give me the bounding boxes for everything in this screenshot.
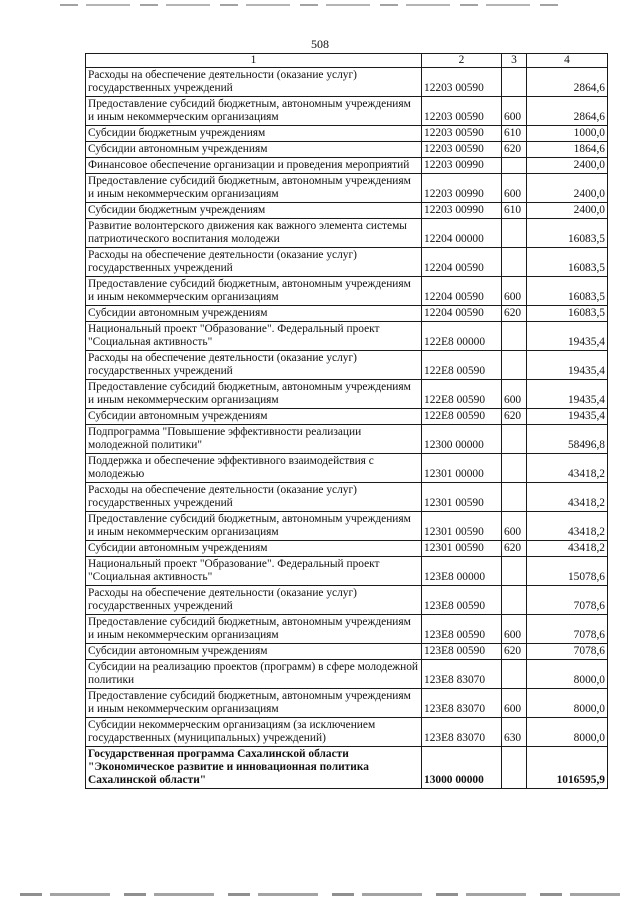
row-description: Субсидии автономным учреждениям [86, 306, 422, 322]
row-expense-type [502, 747, 527, 789]
row-expense-type [502, 248, 527, 277]
row-expense-type: 600 [502, 97, 527, 126]
row-amount: 2864,6 [527, 97, 608, 126]
table-row-total [86, 747, 608, 789]
row-expense-type [502, 425, 527, 454]
row-target-code: 12203 00590 [422, 142, 502, 158]
row-description: Предоставление субсидий бюджетным, автономным учреждениям и иным некоммерческим организациям [86, 380, 422, 409]
row-expense-type: 620 [502, 409, 527, 425]
row-expense-type: 620 [502, 541, 527, 557]
row-expense-type: 600 [502, 615, 527, 644]
row-expense-type: 630 [502, 718, 527, 747]
row-amount: 16083,5 [527, 306, 608, 322]
table-row [86, 660, 608, 689]
table-row [86, 454, 608, 483]
table-row [86, 219, 608, 248]
row-target-code: 12204 00590 [422, 277, 502, 306]
table-row [86, 425, 608, 454]
row-target-code: 12301 00000 [422, 454, 502, 483]
row-target-code: 12204 00000 [422, 219, 502, 248]
row-description: Предоставление субсидий бюджетным, автономным учреждениям и иным некоммерческим организациям [86, 97, 422, 126]
row-amount: 58496,8 [527, 425, 608, 454]
table-row [86, 248, 608, 277]
budget-table [85, 53, 608, 789]
row-amount: 7078,6 [527, 644, 608, 660]
row-expense-type: 600 [502, 380, 527, 409]
table-row [86, 718, 608, 747]
row-expense-type: 610 [502, 126, 527, 142]
table-row [86, 615, 608, 644]
row-expense-type [502, 586, 527, 615]
table-row [86, 203, 608, 219]
scan-artifact-top [60, 4, 560, 6]
row-target-code: 122E8 00590 [422, 380, 502, 409]
row-expense-type [502, 557, 527, 586]
row-target-code: 123E8 00590 [422, 615, 502, 644]
row-description: Расходы на обеспечение деятельности (оказание услуг) государственных учреждений [86, 68, 422, 97]
scan-artifact-bottom [20, 893, 620, 896]
row-target-code: 123E8 00590 [422, 586, 502, 615]
row-amount: 16083,5 [527, 219, 608, 248]
table-row [86, 409, 608, 425]
row-expense-type [502, 219, 527, 248]
row-amount: 1000,0 [527, 126, 608, 142]
table-row [86, 158, 608, 174]
row-description: Предоставление субсидий бюджетным, автономным учреждениям и иным некоммерческим организациям [86, 512, 422, 541]
table-row [86, 380, 608, 409]
row-target-code: 123E8 00590 [422, 644, 502, 660]
row-amount: 2400,0 [527, 203, 608, 219]
row-expense-type: 600 [502, 512, 527, 541]
row-expense-type [502, 660, 527, 689]
row-target-code: 12204 00590 [422, 306, 502, 322]
row-description: Субсидии автономным учреждениям [86, 409, 422, 425]
table-row [86, 351, 608, 380]
row-expense-type: 620 [502, 644, 527, 660]
row-target-code: 122E8 00000 [422, 322, 502, 351]
row-description: Поддержка и обеспечение эффективного взаимодействия с молодежью [86, 454, 422, 483]
row-amount: 43418,2 [527, 541, 608, 557]
row-expense-type [502, 483, 527, 512]
header-col-3: 3 [502, 54, 527, 68]
row-expense-type: 620 [502, 306, 527, 322]
row-amount: 19435,4 [527, 380, 608, 409]
table-row [86, 541, 608, 557]
row-description: Расходы на обеспечение деятельности (оказание услуг) государственных учреждений [86, 351, 422, 380]
row-expense-type [502, 351, 527, 380]
row-description: Субсидии автономным учреждениям [86, 541, 422, 557]
row-expense-type: 620 [502, 142, 527, 158]
row-target-code: 122E8 00590 [422, 409, 502, 425]
row-amount: 2400,0 [527, 174, 608, 203]
row-description: Национальный проект "Образование". Федеральный проект "Социальная активность" [86, 557, 422, 586]
row-target-code: 12204 00590 [422, 248, 502, 277]
row-description: Субсидии на реализацию проектов (программ) в сфере молодежной политики [86, 660, 422, 689]
table-row [86, 68, 608, 97]
row-description: Субсидии автономным учреждениям [86, 142, 422, 158]
row-amount: 1864,6 [527, 142, 608, 158]
row-target-code: 12203 00990 [422, 174, 502, 203]
header-col-4: 4 [527, 54, 608, 68]
table-header-row [86, 54, 608, 68]
row-amount: 19435,4 [527, 409, 608, 425]
row-amount: 16083,5 [527, 248, 608, 277]
row-expense-type: 600 [502, 174, 527, 203]
page-number: 508 [311, 37, 329, 51]
row-target-code: 12301 00590 [422, 483, 502, 512]
table-row [86, 483, 608, 512]
row-target-code: 123E8 83070 [422, 660, 502, 689]
row-target-code: 12300 00000 [422, 425, 502, 454]
row-target-code: 123E8 83070 [422, 718, 502, 747]
row-description: Предоставление субсидий бюджетным, автономным учреждениям и иным некоммерческим организациям [86, 615, 422, 644]
row-description: Субсидии бюджетным учреждениям [86, 126, 422, 142]
table-row [86, 644, 608, 660]
table-row [86, 306, 608, 322]
row-amount: 19435,4 [527, 322, 608, 351]
row-amount: 43418,2 [527, 512, 608, 541]
table-row [86, 174, 608, 203]
row-amount: 1016595,9 [527, 747, 608, 789]
row-amount: 16083,5 [527, 277, 608, 306]
row-target-code: 12203 00990 [422, 158, 502, 174]
row-expense-type [502, 454, 527, 483]
table-row [86, 97, 608, 126]
row-target-code: 12203 00990 [422, 203, 502, 219]
row-expense-type: 610 [502, 203, 527, 219]
row-description: Финансовое обеспечение организации и проведения мероприятий [86, 158, 422, 174]
row-description: Предоставление субсидий бюджетным, автономным учреждениям и иным некоммерческим организациям [86, 689, 422, 718]
row-description: Расходы на обеспечение деятельности (оказание услуг) государственных учреждений [86, 248, 422, 277]
row-description: Национальный проект "Образование". Федеральный проект "Социальная активность" [86, 322, 422, 351]
row-target-code: 12203 00590 [422, 97, 502, 126]
row-target-code: 12301 00590 [422, 541, 502, 557]
header-col-2: 2 [422, 54, 502, 68]
table-row [86, 126, 608, 142]
table-row [86, 689, 608, 718]
row-description: Субсидии некоммерческим организациям (за исключением государственных (муниципальных) учреждений) [86, 718, 422, 747]
row-expense-type: 600 [502, 689, 527, 718]
row-target-code: 12203 00590 [422, 68, 502, 97]
row-target-code: 12301 00590 [422, 512, 502, 541]
table-row [86, 557, 608, 586]
table-row [86, 586, 608, 615]
row-description: Субсидии бюджетным учреждениям [86, 203, 422, 219]
row-description: Развитие волонтерского движения как важного элемента системы патриотического воспитания молодежи [86, 219, 422, 248]
row-amount: 2400,0 [527, 158, 608, 174]
row-expense-type [502, 158, 527, 174]
row-target-code: 12203 00590 [422, 126, 502, 142]
row-description: Предоставление субсидий бюджетным, автономным учреждениям и иным некоммерческим организациям [86, 174, 422, 203]
row-amount: 19435,4 [527, 351, 608, 380]
row-target-code: 123E8 83070 [422, 689, 502, 718]
table-body [86, 68, 608, 789]
row-target-code: 123E8 00000 [422, 557, 502, 586]
row-amount: 7078,6 [527, 586, 608, 615]
row-description: Государственная программа Сахалинской области "Экономическое развитие и инновационная политика Сахалинской области" [86, 747, 422, 789]
table-row [86, 277, 608, 306]
row-expense-type [502, 322, 527, 351]
header-col-1: 1 [86, 54, 422, 68]
row-amount: 7078,6 [527, 615, 608, 644]
row-expense-type: 600 [502, 277, 527, 306]
row-amount: 15078,6 [527, 557, 608, 586]
row-amount: 43418,2 [527, 483, 608, 512]
row-target-code: 122E8 00590 [422, 351, 502, 380]
table-row [86, 142, 608, 158]
row-description: Подпрограмма "Повышение эффективности реализации молодежной политики" [86, 425, 422, 454]
row-amount: 8000,0 [527, 718, 608, 747]
row-amount: 43418,2 [527, 454, 608, 483]
row-amount: 2864,6 [527, 68, 608, 97]
row-description: Предоставление субсидий бюджетным, автономным учреждениям и иным некоммерческим организациям [86, 277, 422, 306]
row-description: Расходы на обеспечение деятельности (оказание услуг) государственных учреждений [86, 483, 422, 512]
row-amount: 8000,0 [527, 689, 608, 718]
row-target-code: 13000 00000 [422, 747, 502, 789]
row-expense-type [502, 68, 527, 97]
row-description: Расходы на обеспечение деятельности (оказание услуг) государственных учреждений [86, 586, 422, 615]
row-description: Субсидии автономным учреждениям [86, 644, 422, 660]
row-amount: 8000,0 [527, 660, 608, 689]
table-row [86, 512, 608, 541]
table-row [86, 322, 608, 351]
